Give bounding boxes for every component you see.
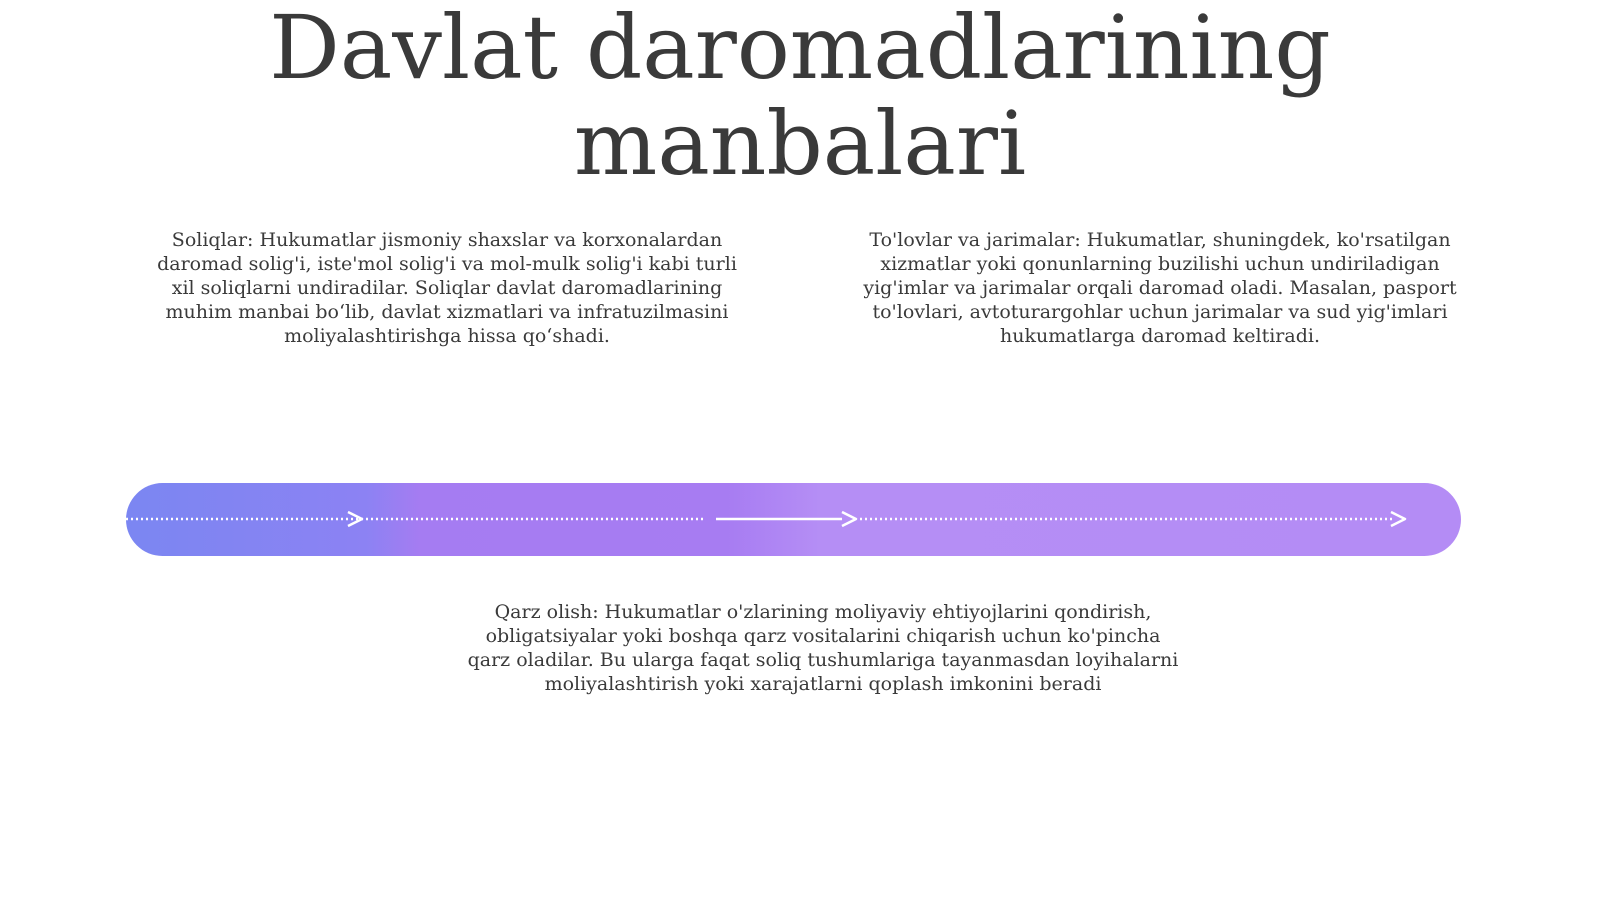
arrow-right-icon <box>348 512 362 526</box>
page-title <box>0 0 1600 195</box>
arrow-right-icon <box>1391 512 1405 526</box>
page-title-line-2: manbalari <box>573 92 1027 195</box>
timeline-track <box>126 483 1461 556</box>
fees-and-fines-description: To'lovlar va jarimalar: Hukumatlar, shuningdek, ko'rsatilgan xizmatlar yoki qonunlarning buzilishi uchun undiriladigan yig'imlar va jarimalar orqali daromad oladi. Masalan, pasport to'lovlari, avtoturargohlar uchun jarimalar va sud yig'imlari hukumatlarga daromad keltiradi. <box>863 229 1457 347</box>
taxes-description: Soliqlar: Hukumatlar jismoniy shaxslar va korxonalardan daromad solig'i, iste'mol solig'i va mol-mulk solig'i kabi turli xil soliqlarni undiradilar. Soliqlar davlat daromadlarining muhim manbai bo‘lib, davlat xizmatlari va infratuzilmasini moliyalashtirishga hissa qo‘shadi. <box>157 229 737 347</box>
arrow-right-icon <box>842 512 856 526</box>
borrowing-description: Qarz olish: Hukumatlar o'zlarining moliyaviy ehtiyojlarini qondirish, obligatsiyalar yoki boshqa qarz vositalarini chiqarish uchun ko'pincha qarz oladilar. Bu ularga faqat soliq tushumlariga tayanmasdan loyihalarni moliyalashtirish yoki xarajatlarni qoplash imkonini beradi <box>467 601 1179 695</box>
timeline-bar <box>126 483 1461 556</box>
page-title-line-1: Davlat daromadlarining <box>269 0 1331 99</box>
